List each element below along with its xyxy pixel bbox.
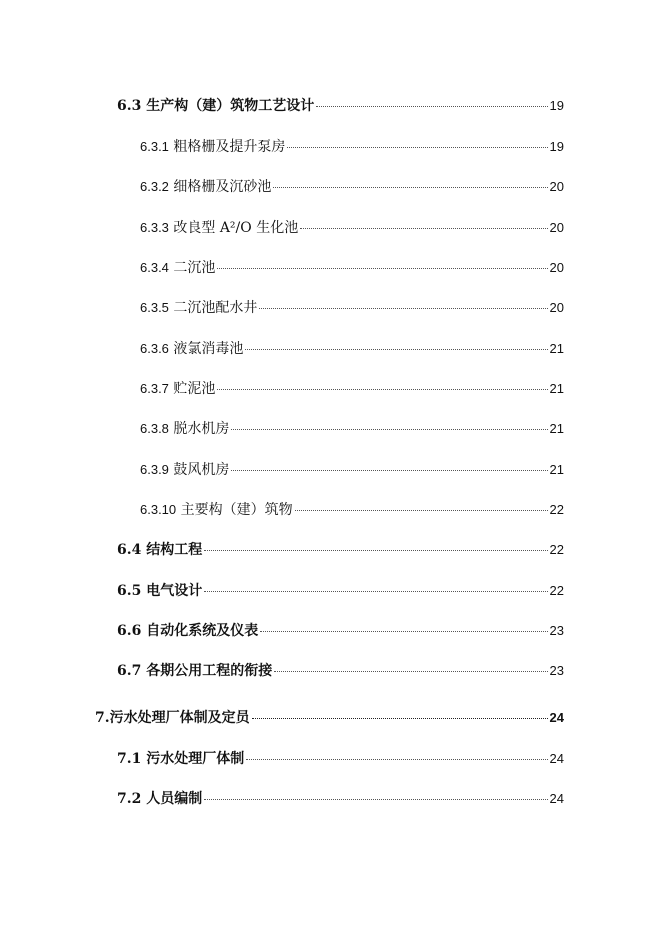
toc-entry-page: 20 (549, 300, 564, 315)
toc-entry-title: 6.3.10 主要构（建）筑物 (140, 502, 293, 518)
toc-entry-title: 6.3 生产构（建）筑物工艺设计 (117, 98, 315, 114)
leader-dots (231, 429, 547, 430)
toc-entry-title: 7.1 污水处理厂体制 (117, 751, 245, 767)
leader-dots (246, 759, 547, 760)
toc-entry-title: 6.6 自动化系统及仪表 (117, 623, 259, 639)
leader-dots (300, 228, 547, 229)
toc-entry-6-3-5[interactable] (140, 297, 564, 317)
toc-entry-6-4[interactable] (117, 539, 564, 559)
leader-dots (204, 591, 547, 592)
toc-entry-title: 7.2 人员编制 (117, 791, 203, 807)
toc-entry-page: 20 (549, 220, 564, 235)
toc-entry-title: 6.3.4 二沉池 (140, 260, 216, 276)
toc-entry-title: 6.3.5 二沉池配水井 (140, 300, 258, 316)
toc-entry-6-3-7[interactable] (140, 378, 564, 398)
toc-entry-7-2[interactable] (117, 788, 564, 808)
leader-dots (287, 147, 547, 148)
leader-dots (204, 550, 547, 551)
leader-dots (259, 308, 547, 309)
leader-dots (316, 106, 547, 107)
toc-entry-6-3-8[interactable] (140, 418, 564, 438)
leader-dots (217, 268, 547, 269)
toc-entry-page: 24 (549, 751, 564, 766)
toc-entry-6-3-9[interactable] (140, 459, 564, 479)
toc-entry-title: 6.3.7 贮泥池 (140, 381, 216, 397)
leader-dots (217, 389, 547, 390)
toc-entry-title: 6.3.1 粗格栅及提升泵房 (140, 139, 286, 155)
toc-entry-page: 20 (549, 260, 564, 275)
toc-entry-page: 24 (549, 791, 564, 806)
toc-entry-page: 21 (549, 421, 564, 436)
leader-dots (204, 799, 547, 800)
toc-entry-6-3-1[interactable] (140, 136, 564, 156)
toc-entry-6-5[interactable] (117, 580, 564, 600)
toc-entry-6-6[interactable] (117, 620, 564, 640)
toc-entry-title: 6.7 各期公用工程的衔接 (117, 663, 273, 679)
toc-entry-6-7[interactable] (117, 660, 564, 680)
leader-dots (252, 718, 548, 719)
toc-entry-page: 19 (549, 98, 564, 113)
toc-entry-title: 6.4 结构工程 (117, 542, 203, 558)
toc-entry-page: 19 (549, 139, 564, 154)
leader-dots (295, 510, 548, 511)
toc-entry-page: 23 (549, 623, 564, 638)
leader-dots (274, 671, 547, 672)
toc-entry-title: 6.3.8 脱水机房 (140, 421, 230, 437)
toc-entry-7-1[interactable] (117, 748, 564, 768)
toc-entry-page: 21 (549, 462, 564, 477)
toc-entry-title: 6.5 电气设计 (117, 583, 203, 599)
toc-entry-title: 7.污水处理厂体制及定员 (95, 710, 250, 726)
toc-entry-page: 22 (549, 502, 564, 517)
leader-dots (231, 470, 547, 471)
toc-entry-page: 21 (549, 341, 564, 356)
toc-entry-title: 6.3.2 细格栅及沉砂池 (140, 179, 272, 195)
toc-entry-page: 22 (549, 583, 564, 598)
toc-entry-6-3[interactable] (117, 95, 564, 115)
toc-entry-6-3-3[interactable] (140, 217, 564, 237)
toc-entry-page: 22 (549, 542, 564, 557)
leader-dots (273, 187, 547, 188)
toc-entry-7[interactable] (95, 707, 564, 727)
toc-entry-title: 6.3.6 液氯消毒池 (140, 341, 244, 357)
toc-entry-6-3-4[interactable] (140, 257, 564, 277)
toc-entry-6-3-10[interactable] (140, 499, 564, 519)
toc-entry-title: 6.3.3 改良型 A²/O 生化池 (140, 220, 299, 236)
toc-entry-page: 21 (549, 381, 564, 396)
toc-entry-6-3-2[interactable] (140, 176, 564, 196)
toc-entry-6-3-6[interactable] (140, 338, 564, 358)
leader-dots (245, 349, 547, 350)
toc-entry-title: 6.3.9 鼓风机房 (140, 462, 230, 478)
leader-dots (260, 631, 547, 632)
toc-entry-page: 20 (549, 179, 564, 194)
toc-entry-page: 23 (549, 663, 564, 678)
toc-entry-page: 24 (549, 710, 564, 725)
